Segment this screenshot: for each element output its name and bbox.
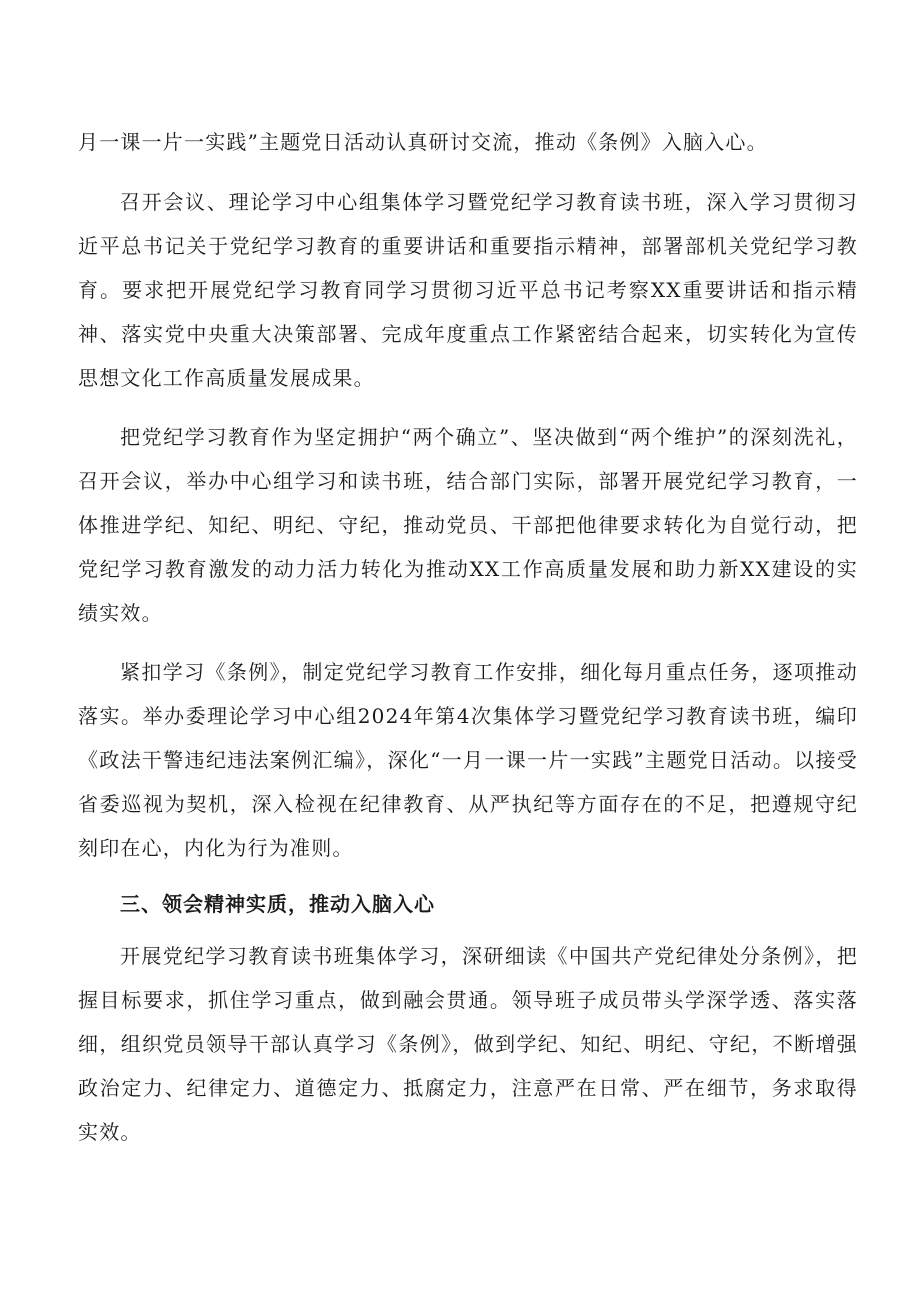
paragraph-continuation: 月一课一片一实践”主题党日活动认真研讨交流，推动《条例》入脑入心。	[78, 130, 768, 154]
section-heading: 三、领会精神实质，推动入脑入心	[120, 892, 435, 916]
paragraph-study: 开展党纪学习教育读书班集体学习，深研细读《中国共产党纪律处分条例》，把握目标要求，抓住学习重点，做到融会贯通。领导班子成员带头学深学透、落实落细，组织党员领导干部认真学习《条例》，做到学纪、知纪、明纪、守纪，不断增强政治定力、纪律定力、道德定力、抵腐定力，注意严在日常、严在细节，务求取得实效。	[78, 944, 858, 1144]
paragraph-meeting: 召开会议、理论学习中心组集体学习暨党纪学习教育读书班，深入学习贯彻习近平总书记关于党纪学习教育的重要讲话和重要指示精神，部署部机关党纪学习教育。要求把开展党纪学习教育同学习贯彻习近平总书记考察XX重要讲话和指示精神、落实党中央重大决策部署、完成年度重点工作紧密结合起来，切实转化为宣传思想文化工作高质量发展成果。	[78, 190, 858, 390]
paragraph-baptism: 把党纪学习教育作为坚定拥护“两个确立”、坚决做到“两个维护”的深刻洗礼，召开会议，举办中心组学习和读书班，结合部门实际，部署开展党纪学习教育，一体推进学纪、知纪、明纪、守纪，推动党员、干部把他律要求转化为自觉行动，把党纪学习教育激发的动力活力转化为推动XX工作高质量发展和助力新XX建设的实绩实效。	[78, 425, 858, 625]
paragraph-regulations: 紧扣学习《条例》，制定党纪学习教育工作安排，细化每月重点任务，逐项推动落实。举办委理论学习中心组2024年第4次集体学习暨党纪学习教育读书班，编印《政法干警违纪违法案例汇编》，深化“一月一课一片一实践”主题党日活动。以接受省委巡视为契机，深入检视在纪律教育、从严执纪等方面存在的不足，把遵规守纪刻印在心，内化为行为准则。	[78, 660, 858, 860]
